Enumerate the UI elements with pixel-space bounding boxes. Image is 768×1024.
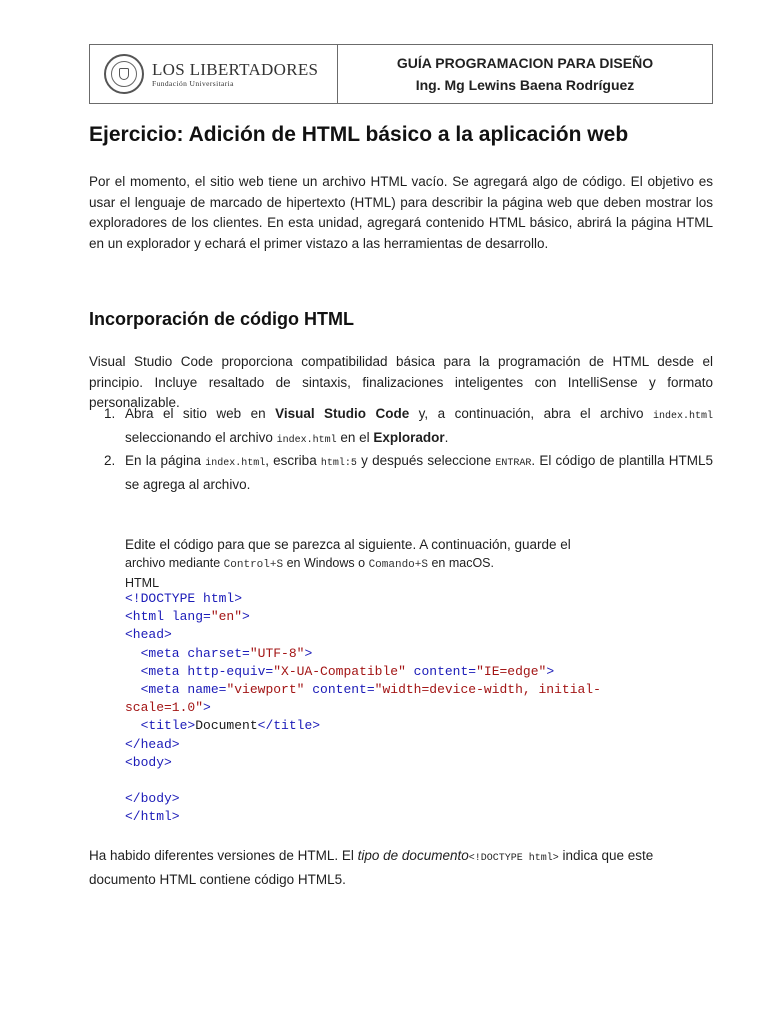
code-language-label: HTML	[125, 576, 160, 590]
header-table	[89, 44, 713, 104]
step-text: seleccionando el archivo	[125, 429, 277, 445]
guide-title: GUÍA PROGRAMACION PARA DISEÑO	[396, 55, 654, 71]
filename-code: index.html	[276, 434, 337, 446]
code-line: <title>Document</title>	[125, 718, 321, 734]
step-bold: Visual Studio Code	[275, 406, 410, 421]
step-text: . El código de plantilla HTML5 se agrega al archivo.	[125, 453, 714, 492]
list-item	[104, 404, 713, 451]
step-text: , escriba	[265, 453, 321, 468]
author-name: Ing. Mg Lewins Baena Rodríguez	[415, 77, 635, 93]
step-text: y después seleccione	[356, 453, 496, 468]
code-line: </html>	[125, 809, 180, 825]
shortcut-code: Control+S	[223, 559, 284, 571]
code-line: <meta charset="UTF-8">	[125, 645, 313, 661]
code-line: </body>	[125, 791, 180, 807]
list-item	[104, 451, 713, 495]
logo-cell	[90, 45, 338, 103]
code-line: <meta name="viewport" content="width=device-width, initial-	[125, 682, 601, 698]
edit-line: Edite el código para que se parezca al siguiente. A continuación, guarde el	[125, 537, 571, 552]
edit-line	[125, 554, 713, 574]
code-line: <html lang="en">	[125, 609, 250, 625]
header-title-cell	[338, 45, 712, 103]
section-paragraph: Visual Studio Code proporciona compatibilidad básica para la programación de HTML desde el principio. Incluye resaltado de sintaxis, finalizaciones inteligentes con IntelliSense y formato personalizable.	[89, 354, 713, 410]
edit-instructions	[125, 536, 713, 592]
filename-code: index.html	[205, 458, 266, 469]
closing-italic: tipo de documento	[357, 848, 469, 863]
code-line: <!DOCTYPE html>	[125, 591, 243, 606]
code-line: </head>	[125, 736, 180, 752]
step-number: 2.	[104, 453, 116, 468]
step-number: 1.	[104, 406, 116, 421]
edit-text: en macOS.	[427, 556, 494, 570]
edit-text: archivo mediante	[125, 556, 224, 570]
page-title: Ejercicio: Adición de HTML básico a la aplicación web	[89, 123, 629, 146]
closing-text: Ha habido diferentes versiones de HTML. El	[89, 848, 358, 863]
closing-paragraph	[89, 846, 713, 890]
steps-list	[104, 404, 713, 495]
logo	[152, 61, 318, 88]
code-line: scale=1.0">	[125, 700, 211, 716]
step-text: En la página	[125, 453, 206, 468]
code-block	[125, 590, 685, 827]
logo-subtitle: Fundación Universitaria	[152, 78, 234, 88]
code-line: <head>	[125, 627, 172, 643]
step-text: en el	[336, 429, 374, 445]
code-line	[125, 772, 685, 790]
doctype-code: <!DOCTYPE html>	[468, 853, 559, 864]
closing-text: indica que este documento HTML contiene código HTML5.	[89, 848, 654, 887]
logo-name: LOS LIBERTADORES	[152, 59, 319, 79]
code-line: <body>	[125, 754, 172, 770]
step-text: Abra el sitio web en	[125, 406, 276, 421]
filename-code: index.html	[652, 411, 713, 422]
shortcut-code: Comando+S	[368, 559, 428, 571]
step-bold: Explorador	[373, 429, 445, 445]
edit-text: en Windows o	[283, 556, 369, 570]
step-text: .	[444, 429, 449, 445]
intro-paragraph: Por el momento, el sitio web tiene un archivo HTML vacío. Se agregará algo de código. El objetivo es usar el lenguaje de marcado de hipertexto (HTML) para describir la página web que deben mostrar los exploradores de los clientes. En esta unidad, agregará contenido HTML básico, abrirá la página HTML en un explorador y echará el primer vistazo a las herramientas de desarrollo.	[89, 174, 713, 251]
snippet-code: html:5	[320, 458, 357, 469]
step-text: y, a continuación, abra el archivo	[409, 406, 653, 421]
section-heading: Incorporación de código HTML	[89, 309, 354, 329]
code-line: <meta http-equiv="X-UA-Compatible" content="IE=edge">	[125, 663, 555, 679]
university-seal-icon	[104, 54, 144, 94]
key-code: ENTRAR	[495, 458, 532, 469]
